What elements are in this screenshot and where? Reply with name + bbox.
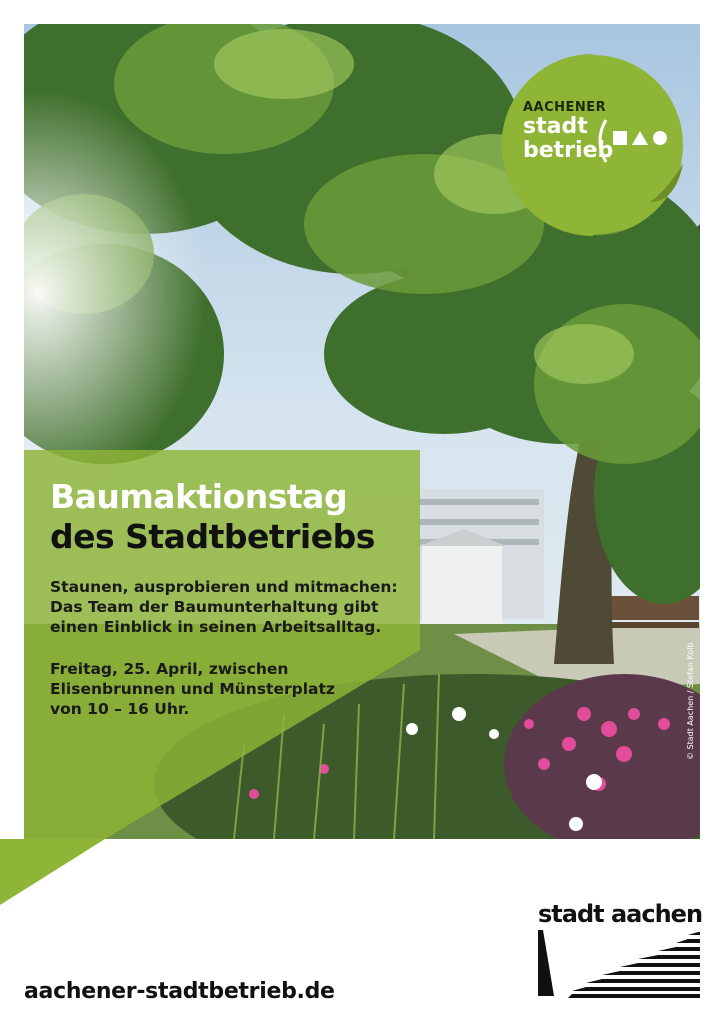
headline-line2: des Stadtbetriebs: [50, 517, 375, 556]
event-line3: von 10 – 16 Uhr.: [50, 700, 190, 718]
logo-stadt: stadt: [523, 114, 588, 139]
intro-line1: Staunen, ausprobieren und mitmachen:: [50, 578, 398, 596]
event-line1: Freitag, 25. April, zwischen: [50, 660, 289, 678]
logo-shapes-icon: [596, 116, 671, 166]
website-url[interactable]: aachener-stadtbetrieb.de: [24, 979, 335, 1004]
intro-text: [50, 577, 398, 637]
stadt-aachen-logo-text: stadt aachen: [538, 900, 703, 928]
event-details: [50, 659, 335, 719]
logo-aachener: AACHENER: [523, 100, 607, 115]
photo-credit: © Stadt Aachen / Stefan Kolb: [686, 642, 695, 760]
headline: [50, 477, 375, 557]
event-line2: Elisenbrunnen und Münsterplatz: [50, 680, 335, 698]
headline-line1: Baumaktionstag: [50, 477, 348, 516]
logo-betrieb: betrieb: [523, 138, 614, 163]
stadt-aachen-logo-mark: [538, 900, 703, 1000]
intro-line2: Das Team der Baumunterhaltung gibt: [50, 598, 379, 616]
intro-line3: einen Einblick in seinen Arbeitsalltag.: [50, 618, 382, 636]
